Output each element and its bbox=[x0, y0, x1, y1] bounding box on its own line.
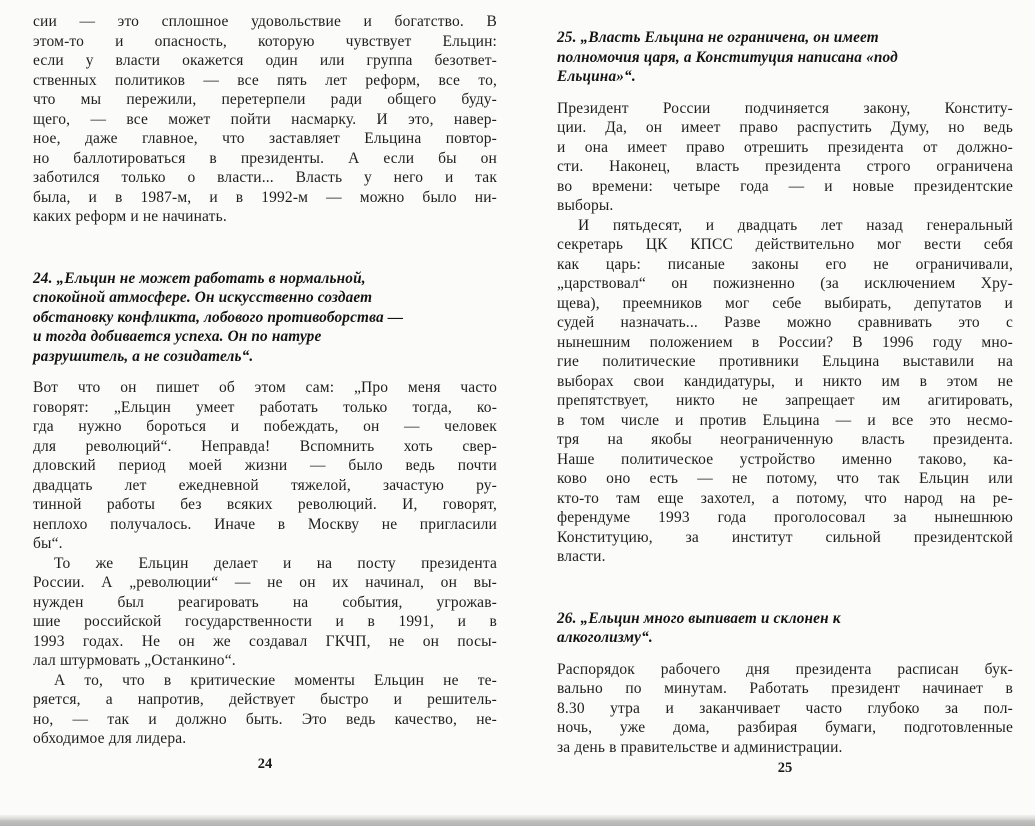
text-line: ции. Да, он имеет право распустить Думу, но ведь bbox=[557, 119, 1013, 136]
text-line: если у власти окажется один или группа безответ- bbox=[33, 52, 497, 69]
heading-line: обстановку конфликта, лобового противоборства — bbox=[33, 308, 404, 326]
section-heading bbox=[557, 609, 1013, 648]
section-heading bbox=[33, 269, 497, 367]
text-line: сти. Наконец, власть президента строго ограничена bbox=[557, 158, 1013, 175]
heading-line: и тогда добивается успеха. Он по натуре bbox=[33, 328, 322, 345]
text-line: вально по минутам. Работать президент начинает в bbox=[557, 680, 1013, 697]
text-line: бы“. bbox=[33, 535, 63, 552]
text-line: секретарь ЦК КПСС действительно мог вести себя bbox=[557, 236, 1013, 253]
text-line: заботился только о власти... Власть у него и так bbox=[33, 169, 497, 186]
text-line: судей назначать... Разве можно сравнивать это с bbox=[557, 314, 1013, 331]
heading-line: полномочия царя, а Конституция написана «под bbox=[557, 48, 898, 66]
text-line: ственных политиков — все пять лет реформ, все то, bbox=[33, 71, 497, 89]
text-line: ряется, а напротив, действует быстро и решитель- bbox=[33, 691, 497, 708]
text-line: выборы. bbox=[557, 197, 614, 214]
text-line: во времени: четыре года — и новые президентские bbox=[557, 177, 1013, 195]
body-paragraph bbox=[557, 99, 1013, 216]
text-line: ное, даже главное, что заставляет Ельцина повтор- bbox=[33, 130, 497, 147]
body-paragraph bbox=[557, 660, 1013, 758]
heading-line: Ельцина»“. bbox=[557, 68, 636, 85]
text-line: неплохо получалось. Иначе в Москву не пригласили bbox=[33, 515, 497, 533]
page-number-right: 25 bbox=[777, 760, 793, 776]
text-line: власти. bbox=[557, 548, 606, 565]
page-bottom-edge bbox=[0, 815, 1035, 826]
text-line: 8.30 утра и заканчивает часто глубоко за пол- bbox=[557, 699, 1013, 717]
text-line: выборах свои кандидатуры, и никто им в этом не bbox=[557, 372, 1013, 390]
text-line: ково оно есть — не потому, что так Ельцин или bbox=[557, 470, 1013, 487]
text-line: и она имеет право отрешить президента от должно- bbox=[557, 138, 1013, 156]
text-line: лал штурмовать „Останкино“. bbox=[33, 652, 236, 669]
text-line: за день в правительстве и администрации. bbox=[557, 738, 843, 756]
body-paragraph bbox=[33, 12, 497, 227]
body-paragraph bbox=[33, 671, 497, 749]
heading-line: 24. „Ельцин не может работать в нормальной, bbox=[33, 269, 366, 287]
text-line: каких реформ и не начинать. bbox=[33, 208, 227, 225]
text-line: дловский период моей жизни — было ведь почти bbox=[33, 457, 497, 474]
text-line: говорят: „Ельцин умеет работать только тогда, ко- bbox=[33, 398, 497, 416]
text-line: Конституцию, за институт сильной президентской bbox=[557, 528, 1013, 546]
left-page bbox=[33, 12, 497, 749]
right-page bbox=[557, 13, 1013, 757]
heading-line: 26. „Ельцин много выпивает и склонен к bbox=[557, 609, 841, 627]
heading-line: спокойной атмосфере. Он искусственно создает bbox=[33, 289, 373, 306]
text-line: ночь, уже дома, разбирая бумаги, подготовленные bbox=[557, 719, 1013, 736]
text-line: тинной работы без всяких революций. И, говорят, bbox=[33, 496, 497, 513]
text-line: но баллотироваться в президенты. А если бы он bbox=[33, 149, 497, 167]
text-line: гда нужно бороться и побеждать, он — человек bbox=[33, 418, 497, 435]
text-line: обходимое для лидера. bbox=[33, 730, 187, 747]
text-line: кто-то там еще захотел, а потому, что народ на ре- bbox=[557, 489, 1013, 507]
text-line: препятствует, никто не запрещает им агитировать, bbox=[557, 392, 1013, 409]
text-line: И пятьдесят, и двадцать лет назад генеральный bbox=[578, 216, 1013, 234]
body-paragraph bbox=[557, 216, 1013, 567]
text-line: шие российской государственности и в 1991, и в bbox=[33, 613, 497, 630]
text-line: „царствовал“ он пожизненно (за исключением Хру- bbox=[557, 275, 1013, 292]
text-line: двадцать лет ежедневной тяжелой, зачастую ру- bbox=[33, 476, 497, 494]
text-line: для революций“. Неправда! Вспомнить хоть свер- bbox=[33, 437, 497, 455]
text-line: в том числе и против Ельцина — и все это несмо- bbox=[557, 411, 1013, 429]
text-line: Распорядок рабочего дня президента расписан бук- bbox=[557, 660, 1013, 678]
body-paragraph bbox=[33, 378, 497, 554]
text-line: 1993 годах. Не он же создавал ГКЧП, не он посы- bbox=[33, 632, 497, 650]
text-line: щева), преемников мог себе выбирать, депутатов и bbox=[557, 294, 1013, 312]
text-line: гие политические противники Ельцина выставили на bbox=[557, 353, 1013, 370]
text-line: Президент России подчиняется закону, Конститу- bbox=[557, 99, 1013, 117]
text-line: Наше политическое устройство именно таково, ка- bbox=[557, 450, 1013, 468]
text-line: как царь: писаные законы его не ограничивали, bbox=[557, 255, 1013, 273]
section-heading bbox=[557, 28, 1013, 87]
page-number-left: 24 bbox=[257, 756, 273, 772]
text-line: России. А „революции“ — не он их начинал, он вы- bbox=[33, 574, 497, 591]
body-paragraph bbox=[33, 554, 497, 671]
text-line: этом-то и опасность, которую чувствует Ельцин: bbox=[33, 32, 497, 50]
heading-line: 25. „Власть Ельцина не ограничена, он имеет bbox=[557, 29, 879, 46]
text-line: То же Ельцин делает и на посту президента bbox=[54, 554, 497, 572]
text-line: ферендуме 1993 года проголосовал за нынешнюю bbox=[557, 509, 1013, 526]
text-line: но, — так и должно быть. Это ведь качество, не- bbox=[33, 710, 497, 728]
text-line: щего, — все может пойти насмарку. И это, навер- bbox=[33, 110, 497, 128]
text-line: тря на якобы неограниченную власть президента. bbox=[557, 431, 1013, 448]
text-line: А то, что в критические моменты Ельцин не те- bbox=[54, 671, 497, 689]
text-line: нынешним положением в России? В 1996 году мно- bbox=[557, 333, 1013, 351]
heading-line: разрушитель, а не созидатель“. bbox=[33, 347, 254, 365]
heading-line: алкоголизму“. bbox=[557, 629, 653, 646]
text-line: была, и в 1987-м, и в 1992-м — можно было ни- bbox=[33, 188, 497, 206]
text-line: что мы пережили, перетерпели ради общего буду- bbox=[33, 91, 497, 108]
text-line: нужден был реагировать на события, угрожав- bbox=[33, 593, 497, 611]
text-line: сии — это сплошное удовольствие и богатство. В bbox=[33, 13, 497, 30]
text-line: Вот что он пишет об этом сам: „Про меня часто bbox=[33, 379, 497, 396]
